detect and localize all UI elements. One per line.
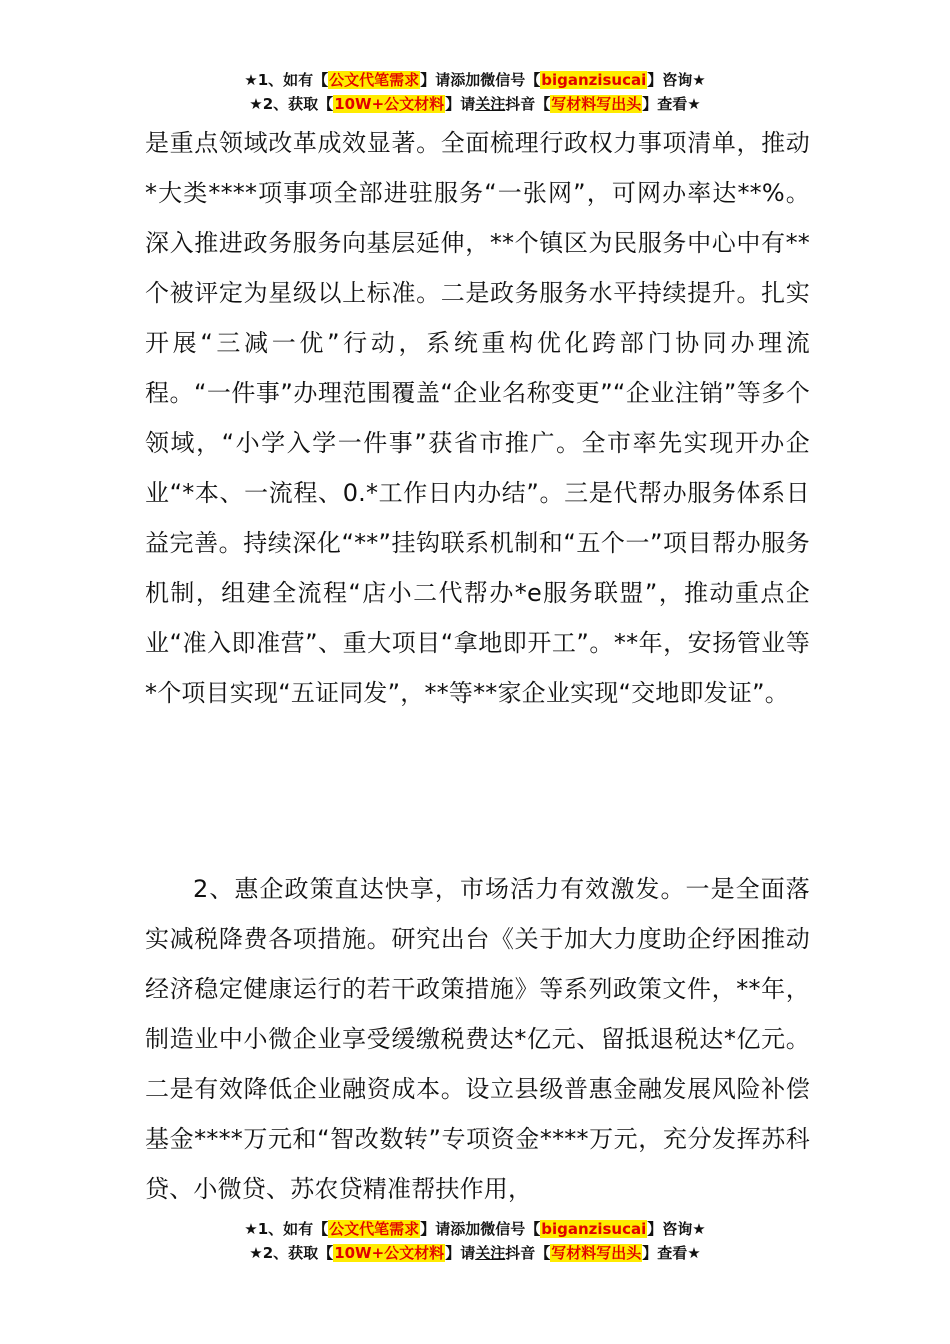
body-paragraph-2: 2、惠企政策直达快享，市场活力有效激发。一是全面落实减税降费各项措施。研究出台《关于加大力度助企纾困推动经济稳定健康运行的若干政策措施》等系列政策文件，**年，制造业中小微企业享受缓缴税费达*亿元、留抵退税达*亿元。二是有效降低企业融资成本。设立县级普惠金融发展风险补偿基金****万元和“智改数转”专项资金****万元，充分发挥苏科贷、小微贷、苏农贷精准帮扶作用，: [145, 875, 810, 1203]
banner-text: 抖音【: [505, 1244, 551, 1262]
banner-line-1: [0, 1217, 950, 1241]
banner-text: 】咨询★: [647, 1220, 706, 1238]
banner-highlight-wechat-id: biganzisucai: [541, 1220, 647, 1238]
banner-text: 】请添加微信号【: [420, 1220, 541, 1238]
banner-text: 】咨询★: [647, 71, 706, 89]
banner-text: ★1、如有【: [244, 71, 329, 89]
banner-line-1: [0, 68, 950, 92]
header-banner: [0, 68, 950, 116]
banner-text: ★2、获取【: [249, 95, 334, 113]
banner-line-2: [0, 92, 950, 116]
banner-underlined-text: 关注: [475, 1244, 506, 1262]
footer-banner: [0, 1217, 950, 1265]
banner-text: 】查看★: [642, 1244, 701, 1262]
banner-highlight-service: 公文代笔需求: [329, 71, 420, 89]
banner-underlined-text: 关注: [475, 95, 506, 113]
body-paragraph-1: 是重点领域改革成效显著。全面梳理行政权力事项清单，推动*大类****项事项全部进驻服务“一张网”，可网办率达**%。深入推进政务服务向基层延伸，**个镇区为民服务中心中有**个被评定为星级以上标准。二是政务服务水平持续提升。扎实开展“三减一优”行动，系统重构优化跨部门协同办理流程。“一件事”办理范围覆盖“企业名称变更”“企业注销”等多个领域，“小学入学一件事”获省市推广。全市率先实现开办企业“*本、一流程、0.*工作日内办结”。三是代帮办服务体系日益完善。持续深化“**”挂钩联系机制和“五个一”项目帮办服务机制，组建全流程“店小二代帮办*e服务联盟”，推动重点企业“准入即准营”、重大项目“拿地即开工”。**年，安扬管业等*个项目实现“五证同发”，**等**家企业实现“交地即发证”。: [145, 129, 810, 707]
banner-text: ★2、获取【: [249, 1244, 334, 1262]
banner-highlight-service: 公文代笔需求: [329, 1220, 420, 1238]
banner-text: 】请: [445, 95, 476, 113]
banner-text: ★1、如有【: [244, 1220, 329, 1238]
banner-line-2: [0, 1241, 950, 1265]
banner-highlight-douyin: 写材料写出头: [551, 1244, 642, 1262]
banner-text: 抖音【: [505, 95, 551, 113]
banner-text: 】请: [445, 1244, 476, 1262]
banner-highlight-materials: 10W+公文材料: [334, 1244, 445, 1262]
banner-highlight-douyin: 写材料写出头: [551, 95, 642, 113]
banner-highlight-wechat-id: biganzisucai: [541, 71, 647, 89]
banner-text: 】请添加微信号【: [420, 71, 541, 89]
banner-highlight-materials: 10W+公文材料: [334, 95, 445, 113]
banner-text: 】查看★: [642, 95, 701, 113]
